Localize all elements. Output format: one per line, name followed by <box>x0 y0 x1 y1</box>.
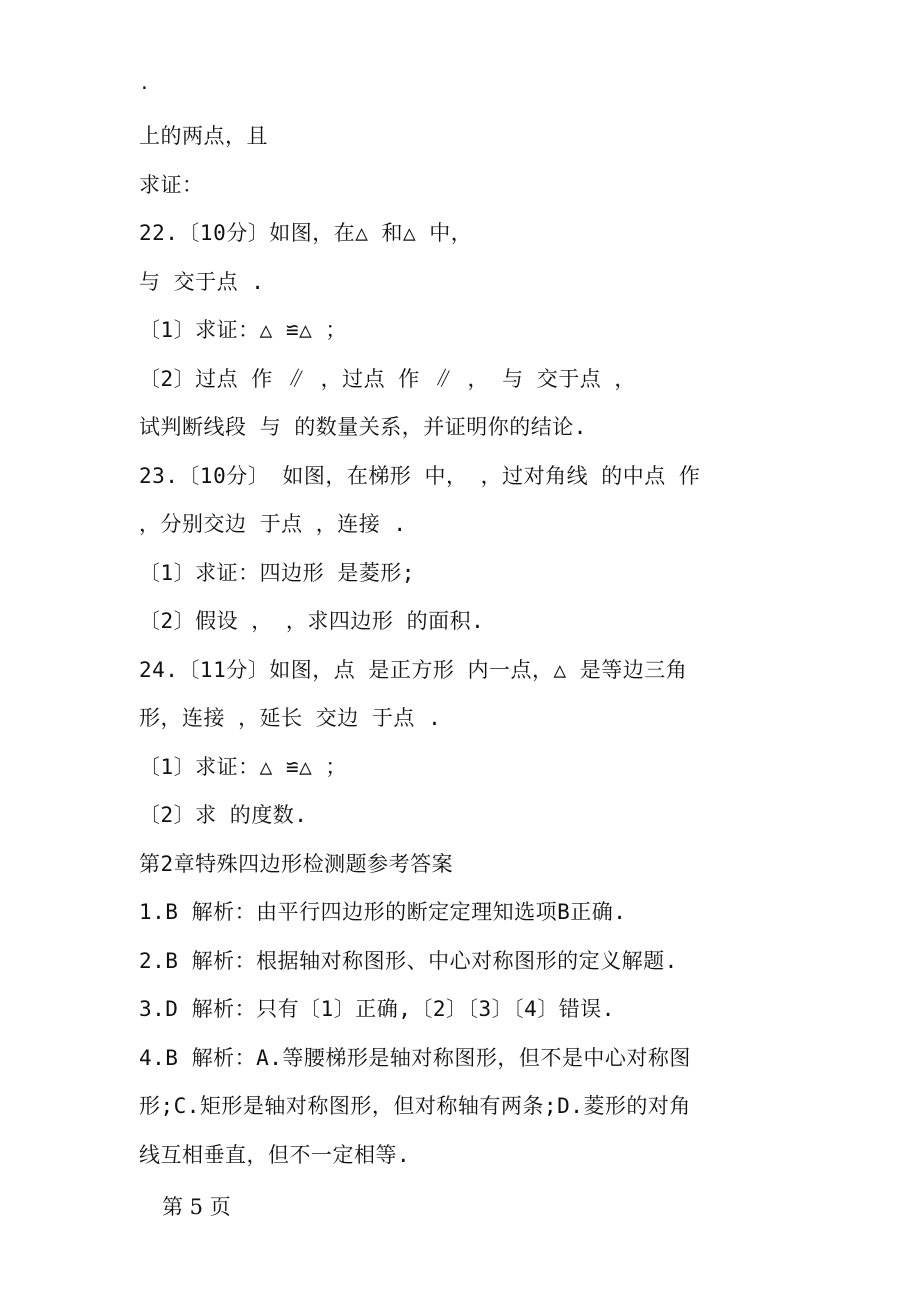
question-23-heading: 23.〔10分〕 如图，在梯形 中， ，过对角线 的中点 作 <box>139 463 701 488</box>
text-line: 〔2〕假设 ， ，求四边形 的面积. <box>139 609 485 633</box>
answer-line: 形;C.矩形是轴对称图形，但对称轴有两条;D.菱形的对角 <box>139 1094 691 1118</box>
page-number: 第 5 页 <box>162 1195 231 1219</box>
document-body <box>139 116 779 1183</box>
text-line: 〔2〕求 的度数. <box>139 803 308 827</box>
answer-line: 1.B 解析：由平行四边形的断定定理知选项B正确. <box>139 900 627 924</box>
answers-heading: 第2章特殊四边形检测题参考答案 <box>139 851 454 876</box>
answer-line: 线互相垂直，但不一定相等. <box>139 1142 411 1167</box>
text-line: 求证： <box>139 172 204 197</box>
answer-line: 3.D 解析：只有〔1〕正确,〔2〕〔3〕〔4〕错误. <box>139 997 615 1021</box>
text-line: ，分别交边 于点 ，连接 . <box>139 512 407 536</box>
answer-line: 4.B 解析：A.等腰梯形是轴对称图形，但不是中心对称图 <box>139 1045 691 1070</box>
question-24-heading: 24.〔11分〕如图，点 是正方形 内一点，△ 是等边三角 <box>139 657 688 682</box>
text-line: 上的两点，且 <box>139 124 268 148</box>
text-line: 试判断线段 与 的数量关系，并证明你的结论. <box>139 415 587 439</box>
answer-line: 2.B 解析：根据轴对称图形、中心对称图形的定义解题. <box>139 948 678 973</box>
text-line: 〔1〕求证：四边形 是菱形; <box>139 560 415 585</box>
text-line: 与 交于点 . <box>139 269 265 294</box>
text-line: 〔1〕求证：△ ≌△ ； <box>139 754 347 779</box>
text-line: 〔2〕过点 作 ∥ ，过点 作 ∥ ， 与 交于点 ， <box>139 366 636 391</box>
text-line: 形，连接 ，延长 交边 于点 . <box>139 706 442 730</box>
text-line: 〔1〕求证：△ ≌△ ； <box>139 318 347 342</box>
question-22-heading: 22.〔10分〕如图，在△ 和△ 中， <box>139 221 473 245</box>
top-mark: . <box>139 73 150 94</box>
